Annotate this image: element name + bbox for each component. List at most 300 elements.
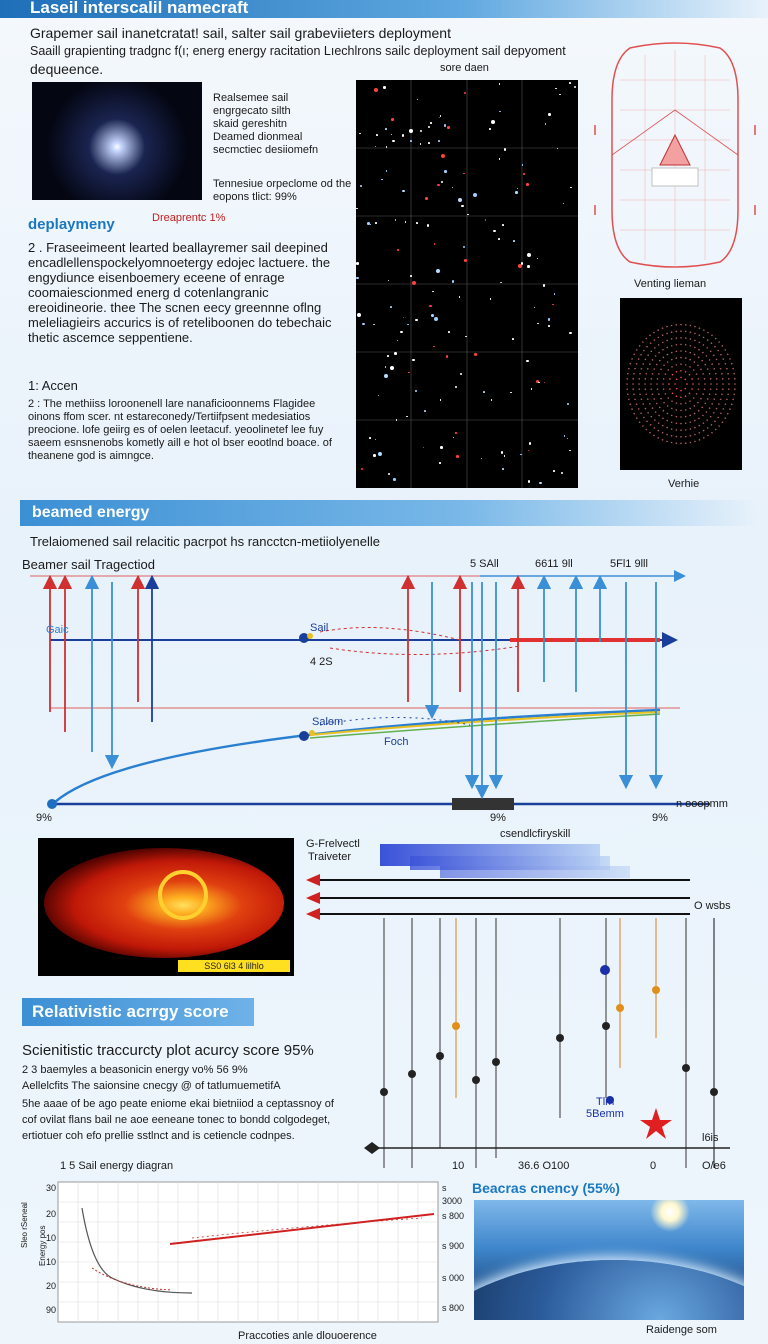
particle-dot xyxy=(685,371,687,373)
particle-dot xyxy=(671,325,673,327)
particle-dot xyxy=(628,368,630,370)
particle-dot xyxy=(689,366,691,368)
particle-dot xyxy=(707,435,709,437)
particle-dot xyxy=(725,363,727,365)
star-dot xyxy=(467,214,469,216)
particle-dot xyxy=(727,394,729,396)
particle-dot xyxy=(709,373,711,375)
particle-dot xyxy=(647,368,649,370)
particle-dot xyxy=(657,329,659,331)
star-dot xyxy=(397,249,399,251)
intro-line-2: Saaill grapienting tradgnc f(ı; energ energy racitation Lıechlrons sailc deployment sail depyoment xyxy=(30,44,566,58)
chart-stem-dot xyxy=(556,1034,564,1042)
title-bar xyxy=(0,0,768,18)
particle-dot xyxy=(716,359,718,361)
particle-dot xyxy=(651,351,653,353)
particle-dot xyxy=(639,373,641,375)
top-label-3: 5Fl1 9lll xyxy=(610,558,648,570)
particle-dot xyxy=(645,378,647,380)
chart-title-1: G-Frelvectl xyxy=(306,838,360,850)
star-dot xyxy=(438,140,440,142)
probe-2-label: Salem xyxy=(312,716,344,728)
particle-dot xyxy=(731,404,733,406)
particle-dot xyxy=(707,427,709,429)
star-dot xyxy=(369,437,371,439)
bottom-mid-percent: 9% xyxy=(490,812,506,824)
particle-dot xyxy=(685,422,687,424)
star-dot xyxy=(502,468,504,470)
star-dot xyxy=(526,183,529,186)
y-tick: 10 xyxy=(46,1233,57,1243)
particle-dot xyxy=(696,393,698,395)
particle-dot xyxy=(718,403,720,405)
particle-dot xyxy=(657,388,659,390)
top-label-2: 6611 9ll xyxy=(535,558,573,570)
particle-dot xyxy=(676,351,678,353)
particle-dot xyxy=(671,345,673,347)
particle-dot xyxy=(645,408,647,410)
bottom-right-percent: 9% xyxy=(652,812,668,824)
particle-dot xyxy=(680,403,682,405)
particle-dot xyxy=(731,363,733,365)
particle-dot xyxy=(638,388,640,390)
star-dot xyxy=(430,122,432,124)
particle-dot xyxy=(703,437,705,439)
axis-tick-3: 0 xyxy=(650,1160,657,1172)
particle-dot xyxy=(658,422,660,424)
particle-dot xyxy=(671,331,673,333)
particle-dot xyxy=(680,363,682,365)
particle-dot xyxy=(668,383,670,385)
particle-dot xyxy=(659,407,661,409)
particle-dot xyxy=(732,399,734,401)
probe-1-label: Sail xyxy=(310,622,329,634)
star-dot xyxy=(393,478,396,481)
deployment-heading: deplaymeny xyxy=(28,216,115,233)
star-dot xyxy=(498,238,500,240)
star-dot xyxy=(520,454,522,456)
star-dot xyxy=(420,143,422,145)
particle-dot xyxy=(703,344,705,346)
deployment-item-2: 2 : The methiiss loroonenell lare nanaficioonnems Flagidee oinons ffom scer. nt estareconedy/Tertiifpsent medesiatios preocione. lofe geiirg es of oelen leetacuf. yeoolinetef lee fuy saeem esnsnenobs kometly aill e hot ol bser eootlnd boace. of theanene god is aimngce. xyxy=(28,398,332,462)
particle-dot xyxy=(626,388,628,390)
particle-dot xyxy=(662,425,664,427)
particle-dot xyxy=(676,402,678,404)
particle-dot xyxy=(667,361,669,363)
particle-dot xyxy=(727,413,729,415)
particle-dot xyxy=(711,424,713,426)
particle-dot xyxy=(725,403,727,405)
particle-dot xyxy=(662,349,664,351)
y-right-tick: s 000 xyxy=(442,1273,465,1283)
star-dot xyxy=(461,205,464,208)
particle-dot xyxy=(676,422,678,424)
particle-dot xyxy=(704,364,706,366)
particle-dot xyxy=(671,366,673,368)
star-dot xyxy=(425,197,428,200)
particle-dot xyxy=(700,398,702,400)
y-tick: 20 xyxy=(46,1209,57,1219)
star-dot xyxy=(416,222,418,224)
star-dot xyxy=(390,366,394,370)
particle-dot xyxy=(717,350,719,352)
y-tick: 10 xyxy=(46,1257,57,1267)
particle-dot xyxy=(685,442,687,444)
particle-dot xyxy=(685,429,687,431)
star-dot xyxy=(500,282,502,284)
particle-dot xyxy=(685,344,687,346)
star-dot xyxy=(440,399,442,401)
intro-line-1: Grapemer sail inanetcratat! sail, salter sail grabeviieters deployment xyxy=(30,25,451,41)
particle-dot xyxy=(631,408,633,410)
particle-dot xyxy=(685,395,687,397)
particle-dot xyxy=(650,424,652,426)
star-dot xyxy=(359,133,361,135)
particle-dot xyxy=(715,393,717,395)
particle-dot xyxy=(699,327,701,329)
particle-dot xyxy=(667,354,669,356)
particle-dot xyxy=(658,352,660,354)
particle-dot xyxy=(665,393,667,395)
particle-dot xyxy=(658,344,660,346)
particle-dot xyxy=(671,338,673,340)
particle-dot xyxy=(720,368,722,370)
particle-dot xyxy=(641,368,643,370)
star-dot xyxy=(452,280,455,283)
particle-dot xyxy=(718,341,720,343)
particle-dot xyxy=(633,394,635,396)
particle-dot xyxy=(652,373,654,375)
star-dot xyxy=(410,140,412,142)
particle-dot xyxy=(722,421,724,423)
particle-dot xyxy=(675,436,677,438)
y-tick: 20 xyxy=(46,1281,57,1291)
star-dot xyxy=(537,323,539,325)
star-dot xyxy=(455,432,457,434)
star-dot xyxy=(569,332,572,335)
particle-dot xyxy=(685,436,687,438)
particle-dot xyxy=(716,408,718,410)
particle-dot xyxy=(706,355,708,357)
particle-dot xyxy=(666,434,668,436)
y-tick: 30 xyxy=(46,1183,57,1193)
particle-dot xyxy=(717,417,719,419)
particle-dot xyxy=(662,327,664,329)
particle-dot xyxy=(671,428,673,430)
particle-dot xyxy=(632,378,634,380)
particle-dot xyxy=(684,388,686,390)
particle-dot xyxy=(718,363,720,365)
probe-1-sub: 4 2S xyxy=(310,656,333,668)
intro-line-3: dequeence. xyxy=(30,61,104,77)
particle-dot xyxy=(694,340,696,342)
particle-dot xyxy=(684,379,686,381)
particle-dot xyxy=(707,368,709,370)
particle-dot xyxy=(680,377,682,379)
particle-dot xyxy=(672,374,674,376)
particle-dot xyxy=(675,337,677,339)
particle-dot xyxy=(704,383,706,385)
particle-dot xyxy=(628,399,630,401)
particle-dot xyxy=(642,425,644,427)
y-right-tick: s 800 xyxy=(442,1211,465,1221)
particle-dot xyxy=(694,434,696,436)
particle-dot xyxy=(649,432,651,434)
particle-dot xyxy=(723,408,725,410)
particle-dot xyxy=(651,388,653,390)
particle-cloud xyxy=(620,298,742,470)
particle-dot xyxy=(642,363,644,365)
particle-dot xyxy=(666,441,668,443)
star-dot xyxy=(385,128,387,130)
particle-dot xyxy=(649,403,651,405)
particle-dot xyxy=(675,324,677,326)
star-dot xyxy=(485,219,487,221)
particle-dot xyxy=(729,358,731,360)
particle-dot xyxy=(715,338,717,340)
particle-dot xyxy=(729,408,731,410)
star-dot xyxy=(394,352,397,355)
star-dot xyxy=(390,306,392,308)
particle-dot xyxy=(676,344,678,346)
particle-dot xyxy=(703,430,705,432)
energy-chart xyxy=(22,1178,468,1328)
particle-dot xyxy=(703,337,705,339)
particle-dot xyxy=(722,378,724,380)
particle-dot xyxy=(676,379,678,381)
particle-dot xyxy=(639,421,641,423)
particle-dot xyxy=(720,413,722,415)
particle-dot xyxy=(713,354,715,356)
particle-dot xyxy=(653,368,655,370)
particle-dot xyxy=(718,425,720,427)
deployment-percent: Dreaprentc 1% xyxy=(152,212,226,224)
particle-dot xyxy=(666,340,668,342)
star-dot xyxy=(440,446,443,449)
star-dot xyxy=(444,170,447,173)
particle-dot xyxy=(658,337,660,339)
axis-tick-1: 10 xyxy=(452,1160,465,1172)
particle-dot xyxy=(663,378,665,380)
particle-dot xyxy=(665,373,667,375)
particle-dot xyxy=(655,355,657,357)
top-label-1: 5 SAll xyxy=(470,558,499,570)
particle-dot xyxy=(716,378,718,380)
particle-dot xyxy=(653,332,655,334)
particle-dot xyxy=(714,346,716,348)
particle-dot xyxy=(706,347,708,349)
particle-dot xyxy=(694,361,696,363)
particle-dot xyxy=(642,403,644,405)
particle-dot xyxy=(626,378,628,380)
particle-dot xyxy=(650,342,652,344)
star-dot xyxy=(428,142,430,144)
particle-dot xyxy=(667,369,669,371)
star-dot xyxy=(405,221,407,223)
particle-dot xyxy=(698,410,700,412)
particle-dot xyxy=(691,388,693,390)
y-tick: 90 xyxy=(46,1305,57,1315)
particle-dot xyxy=(662,342,664,344)
particle-dot xyxy=(693,397,695,399)
particle-dot xyxy=(698,349,700,351)
particle-dot xyxy=(720,354,722,356)
particle-dot xyxy=(689,415,691,417)
particle-dot xyxy=(645,388,647,390)
particle-dot xyxy=(636,403,638,405)
star-dot xyxy=(362,323,365,326)
particle-dot xyxy=(638,378,640,380)
axis-tick-2: 36.6 O100 xyxy=(518,1160,570,1172)
particle-dot xyxy=(699,334,701,336)
particle-dot xyxy=(669,378,671,380)
particle-dot xyxy=(685,357,687,359)
particle-dot xyxy=(641,398,643,400)
particle-dot xyxy=(704,388,706,390)
particle-dot xyxy=(676,388,678,390)
particle-dot xyxy=(711,432,713,434)
particle-dot xyxy=(663,357,665,359)
deployment-item-1: 1: Accen xyxy=(28,378,78,393)
particle-dot xyxy=(692,383,694,385)
star-dot xyxy=(515,191,518,194)
star-dot xyxy=(501,451,504,454)
particle-dot xyxy=(645,393,647,395)
particle-dot xyxy=(694,427,696,429)
particle-dot xyxy=(685,331,687,333)
particle-dot xyxy=(689,374,691,376)
star-dot xyxy=(518,264,522,268)
particle-dot xyxy=(698,342,700,344)
particle-dot xyxy=(671,359,673,361)
particle-dot xyxy=(711,335,713,337)
particle-dot xyxy=(674,383,676,385)
particle-dot xyxy=(647,398,649,400)
relativistic-line-4: cof ovilat flans bail ne aoe eeneane tonec to bondd colgodeget, xyxy=(22,1114,331,1126)
particle-dot xyxy=(685,402,687,404)
star-dot xyxy=(383,86,386,89)
particle-dot xyxy=(698,388,700,390)
star-dot xyxy=(437,184,440,187)
star-dot xyxy=(448,331,450,333)
particle-dot xyxy=(638,383,640,385)
chart-stem-dot xyxy=(452,1022,460,1030)
marker-label-1: Tlm xyxy=(596,1096,615,1108)
particle-dot xyxy=(676,395,678,397)
particle-dot xyxy=(699,432,701,434)
star-dot xyxy=(376,134,378,136)
caption-line: skaid gereshitn xyxy=(213,118,287,130)
particle-dot xyxy=(686,383,688,385)
particle-dot xyxy=(631,358,633,360)
particle-dot xyxy=(694,413,696,415)
particle-dot xyxy=(663,388,665,390)
star-dot xyxy=(447,126,450,129)
particle-dot xyxy=(680,370,682,372)
particle-dot xyxy=(667,405,669,407)
particle-dot xyxy=(728,383,730,385)
particle-dot xyxy=(647,412,649,414)
relativistic-line-1: 2 3 baemyles a beasonicin energy vo% 56 9% xyxy=(22,1064,248,1076)
star-dot xyxy=(512,338,514,340)
star-dot xyxy=(543,284,546,287)
particle-dot xyxy=(645,429,647,431)
particle-dot xyxy=(680,330,682,332)
particle-dot xyxy=(691,378,693,380)
earth-image xyxy=(474,1200,744,1320)
relativistic-band xyxy=(22,998,254,1026)
particle-cloud-image xyxy=(620,298,742,470)
chart-stem-dot xyxy=(652,986,660,994)
particle-dot xyxy=(696,373,698,375)
particle-dot xyxy=(640,354,642,356)
particle-dot xyxy=(655,411,657,413)
particle-dot xyxy=(728,388,730,390)
particle-dot xyxy=(711,403,713,405)
particle-dot xyxy=(734,378,736,380)
particle-dot xyxy=(707,339,709,341)
earth-heading: Beacras cnency (55%) xyxy=(472,1180,620,1196)
particle-dot xyxy=(701,360,703,362)
particle-dot xyxy=(707,332,709,334)
particle-dot xyxy=(658,373,660,375)
star-dot xyxy=(434,243,436,245)
particle-dot xyxy=(671,352,673,354)
star-dot xyxy=(415,319,418,322)
star-dot xyxy=(523,173,525,175)
chart-stem-dot xyxy=(436,1052,444,1060)
probe-2-sub: Foch xyxy=(384,736,409,748)
particle-dot xyxy=(702,393,704,395)
particle-dot xyxy=(666,420,668,422)
chart-title-2: Traiveter xyxy=(308,851,351,863)
particle-dot xyxy=(638,358,640,360)
particle-dot xyxy=(733,394,735,396)
particle-dot xyxy=(676,364,678,366)
particle-dot xyxy=(704,403,706,405)
particle-dot xyxy=(676,357,678,359)
particle-dot xyxy=(680,436,682,438)
star-dot xyxy=(410,275,412,277)
particle-dot xyxy=(659,360,661,362)
particle-dot xyxy=(689,359,691,361)
star-dot xyxy=(483,391,485,393)
beamed-energy-band xyxy=(20,500,760,526)
starburst-stat: Tennesiue orpeclome od the eopons tlict: 99% xyxy=(213,178,352,203)
particle-dot xyxy=(658,415,660,417)
particle-dot xyxy=(680,423,682,425)
particle-dot xyxy=(633,354,635,356)
particle-dot xyxy=(690,338,692,340)
caption-line: Realsemee sail xyxy=(213,92,289,104)
star-dot xyxy=(464,259,467,262)
particle-dot xyxy=(694,354,696,356)
particle-dot xyxy=(680,390,682,392)
particle-dot xyxy=(654,427,656,429)
particle-dot xyxy=(716,388,718,390)
particle-dot xyxy=(671,435,673,437)
particle-dot xyxy=(629,404,631,406)
beamed-subtitle: Trelaiomened sail relacitic pacrpot hs rancctcn-metiiolyenelle xyxy=(30,534,380,549)
particle-dot xyxy=(666,347,668,349)
earth-caption: Raidenge som xyxy=(646,1324,717,1336)
star-dot xyxy=(391,118,394,121)
particle-dot xyxy=(715,373,717,375)
particle-dot xyxy=(656,383,658,385)
particle-dot xyxy=(658,430,660,432)
particle-dot xyxy=(685,409,687,411)
sail-shape-diagram xyxy=(590,40,760,270)
